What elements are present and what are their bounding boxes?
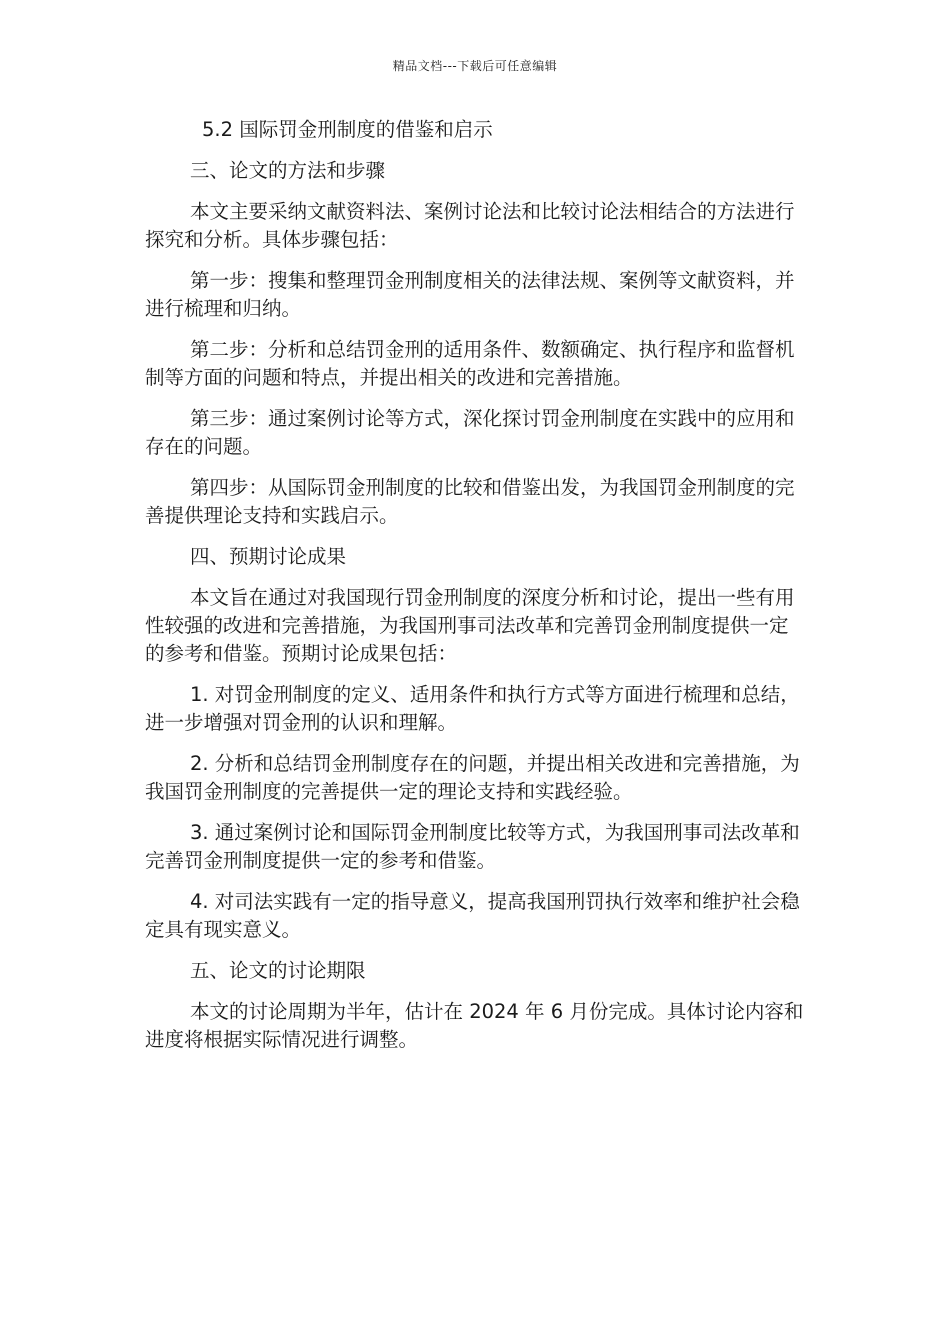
body-paragraph: 本文的讨论周期为半年，估计在 2024 年 6 月份完成。具体讨论内容和进度将根据实际情况进行调整。 [145,1000,804,1051]
list-paragraph: 3. 通过案例讨论和国际罚金刑制度比较等方式，为我国刑事司法改革和完善罚金刑制度提供一定的参考和借鉴。 [145,821,800,872]
body-paragraph: 第二步：分析和总结罚金刑的适用条件、数额确定、执行程序和监督机制等方面的问题和特点，并提出相关的改进和完善措施。 [145,338,795,389]
header-note: 精品文档---下载后可任意编辑 [392,59,558,73]
document-body [145,116,805,1067]
section-heading: 五、论文的讨论期限 [190,959,366,982]
section-heading: 四、预期讨论成果 [190,545,347,568]
body-paragraph: 第一步：搜集和整理罚金刑制度相关的法律法规、案例等文献资料，并进行梳理和归纳。 [145,269,795,320]
list-paragraph: 2. 分析和总结罚金刑制度存在的问题，并提出相关改进和完善措施，为我国罚金刑制度的完善提供一定的理论支持和实践经验。 [145,752,800,803]
body-paragraph: 本文旨在通过对我国现行罚金刑制度的深度分析和讨论，提出一些有用性较强的改进和完善措施，为我国刑事司法改革和完善罚金刑制度提供一定的参考和借鉴。预期讨论成果包括： [145,586,795,665]
list-paragraph: 4. 对司法实践有一定的指导意义，提高我国刑罚执行效率和维护社会稳定具有现实意义。 [145,890,800,941]
list-paragraph: 1. 对罚金刑制度的定义、适用条件和执行方式等方面进行梳理和总结，进一步增强对罚金刑的认识和理解。 [145,683,800,734]
subsection-title: 5.2 国际罚金刑制度的借鉴和启示 [202,118,493,141]
body-paragraph: 第四步：从国际罚金刑制度的比较和借鉴出发，为我国罚金刑制度的完善提供理论支持和实践启示。 [145,476,795,527]
body-paragraph: 本文主要采纳文献资料法、案例讨论法和比较讨论法相结合的方法进行探究和分析。具体步骤包括： [145,200,795,251]
body-paragraph: 第三步：通过案例讨论等方式，深化探讨罚金刑制度在实践中的应用和存在的问题。 [145,407,795,458]
section-heading: 三、论文的方法和步骤 [190,159,386,182]
